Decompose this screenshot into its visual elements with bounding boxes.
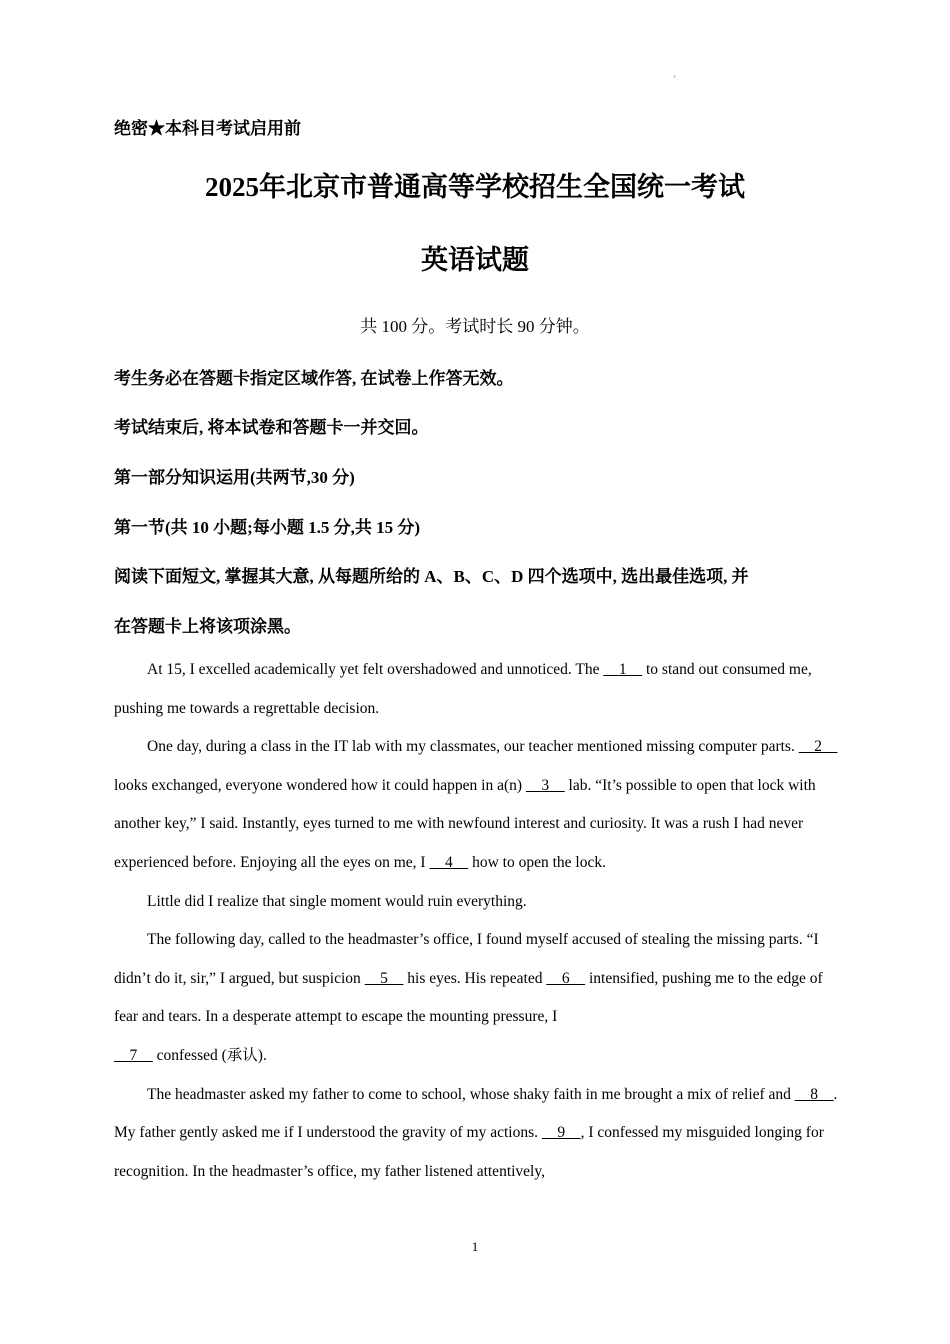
- blank-4: 4: [444, 853, 453, 871]
- page-number: 1: [471, 1239, 479, 1254]
- paragraph-5: The headmaster asked my father to come to school, whose shaky faith in me brought a mix of relief and 8 . My father gently asked me if I understood the gravity of my actions. 9 , I confessed my misguided longing for recognition. In the headmaster’s office, my father listened attentively,: [114, 1085, 838, 1180]
- directions-line-2: 在答题卡上将该项涂黑。: [114, 617, 301, 636]
- exam-info: 共 100 分。考试时长 90 分钟。: [360, 317, 590, 336]
- exam-subtitle: 英语试题: [421, 245, 529, 275]
- blank-8: 8: [810, 1085, 819, 1103]
- paragraph-2: One day, during a class in the IT lab with my classmates, our teacher mentioned missing computer parts. 2 looks exchanged, everyone wondered how it could happen in a(n) 3 lab. “It’s possible to open that lock with another key,” I said. Instantly, eyes turned to me with newfound interest and curiosity. It was a rush I had never experienced before. Enjoying all the eyes on me, I 4 how to open the lock.: [114, 728, 844, 882]
- scan-mark: ': [674, 74, 676, 84]
- blank-2: 2: [814, 738, 822, 756]
- instruction-2: 考试结束后, 将本试卷和答题卡一并交回。: [114, 418, 429, 437]
- paragraph-4: The following day, called to the headmaster’s office, I found myself accused of stealing the missing parts. “I didn’t do it, sir,” I argued, but suspicion 5 his eyes. His repeated 6 intensified, pushing me to the edge of fear and tears. In a desperate attempt to escape the mounting pressure, I 7 confessed (承认).: [114, 931, 823, 1064]
- blank-6: 6: [561, 969, 570, 987]
- cloze-passage: [114, 651, 844, 1191]
- blank-5: 5: [380, 969, 388, 987]
- blank-9: 9: [557, 1124, 566, 1142]
- section-heading: 第一部分知识运用(共两节,30 分): [114, 468, 355, 487]
- exam-title: 2025年北京市普通高等学校招生全国统一考试: [205, 172, 745, 202]
- subsection-heading: 第一节(共 10 小题;每小题 1.5 分,共 15 分): [114, 518, 420, 537]
- blank-1: 1: [618, 661, 627, 678]
- paragraph-1: At 15, I excelled academically yet felt overshadowed and unnoticed. The 1 to stand out consumed me, pushing me towards a regrettable decision.: [114, 661, 812, 717]
- directions-line-1: 阅读下面短文, 掌握其大意, 从每题所给的 A、B、C、D 四个选项中, 选出最佳选项, 并: [114, 567, 749, 586]
- blank-7: 7: [129, 1046, 138, 1064]
- instruction-1: 考生务必在答题卡指定区域作答, 在试卷上作答无效。: [114, 369, 514, 388]
- paragraph-3: Little did I realize that single moment would ruin everything.: [147, 892, 527, 910]
- confidential-label: 绝密★本科目考试启用前: [114, 119, 301, 138]
- blank-3: 3: [541, 776, 550, 794]
